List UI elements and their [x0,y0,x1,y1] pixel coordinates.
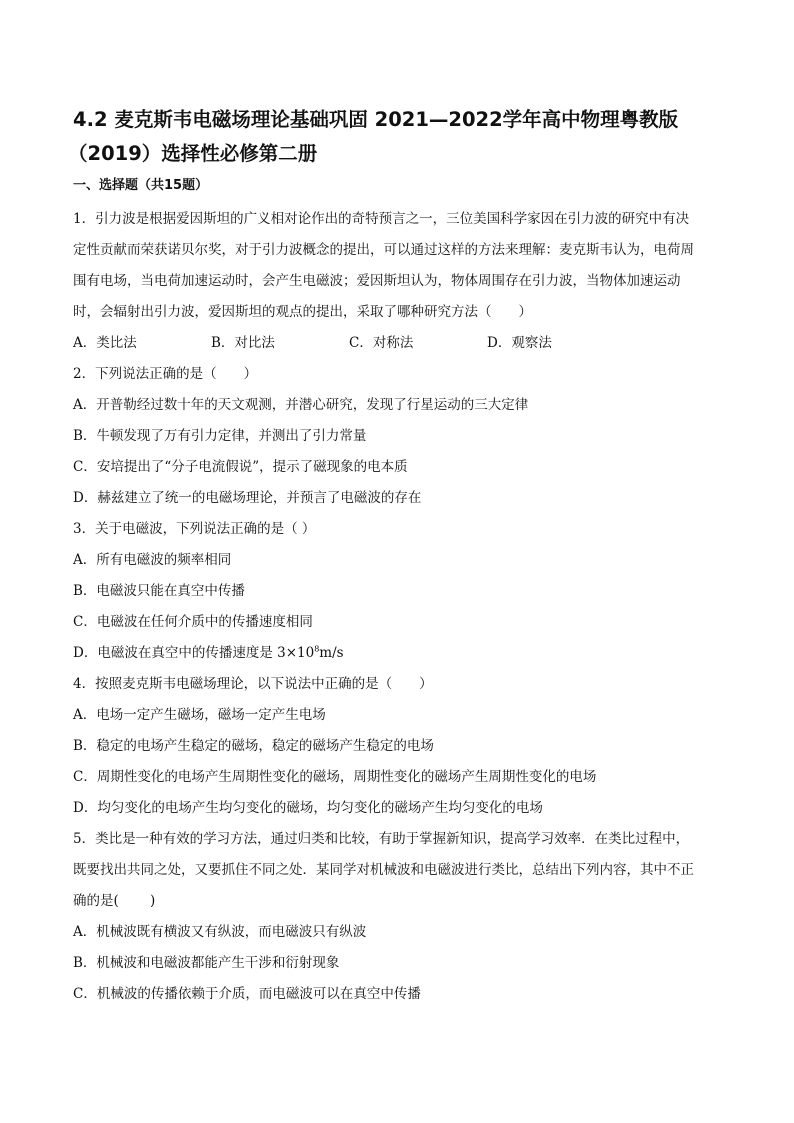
question-2-option-b: B．牛顿发现了万有引力定律，并测出了引力常量 [73,428,367,444]
question-2-option-a: A．开普勒经过数十年的天文观测，并潜心研究，发现了行星运动的三大定律 [73,397,529,413]
question-1-option-a: A．类比法 [73,335,137,351]
question-5-option-c: C．机械波的传播依赖于介质，而电磁波可以在真空中传播 [73,986,421,1002]
question-5-option-b: B．机械波和电磁波都能产生干涉和衍射现象 [73,955,340,971]
title-line-1: 4.2 麦克斯韦电磁场理论基础巩固 2021—2022学年高中物理粤教版 [73,108,679,131]
question-3 [73,514,723,669]
question-3-option-d-exponent: 8 [314,644,320,654]
question-4 [73,669,723,824]
question-5-stem-line-2: 既要找出共同之处，又要抓住不同之处．某同学对机械波和电磁波进行类比，总结出下列内容，其中不正 [73,862,694,878]
question-4-option-b: B．稳定的电场产生稳定的磁场，稳定的磁场产生稳定的电场 [73,738,434,754]
question-4-stem: 4．按照麦克斯韦电磁场理论，以下说法中正确的是（ ） [73,676,433,692]
question-1 [73,204,723,359]
document-body [68,103,723,1010]
question-1-stem-line-1: 1．引力波是根据爱因斯坦的广义相对论作出的奇特预言之一，三位美国科学家因在引力波的研究中有决 [73,211,690,227]
title-line-2: （2019）选择性必修第二册 [68,142,318,165]
question-3-option-d-text: D．电磁波在真空中的传播速度是 3×10 [73,645,315,661]
question-3-stem: 3．关于电磁波，下列说法正确的是（ ） [73,521,316,537]
question-3-option-d [73,638,723,669]
question-1-option-c: C．对称法 [349,335,414,351]
question-1-option-b: B．对比法 [211,335,275,351]
question-5-stem-line-1: 5．类比是一种有效的学习方法，通过归类和比较，有助于掌握新知识，提高学习效率．在类比过程中， [73,831,690,847]
question-2-stem: 2．下列说法正确的是（ ） [73,366,258,382]
question-2-option-c: C．安培提出了“分子电流假说”，提示了磁现象的电本质 [73,459,408,475]
question-3-option-b: B．电磁波只能在真空中传播 [73,583,245,599]
question-5-stem-line-3: 确的是( ) [73,893,156,909]
question-4-option-d: D．均匀变化的电场产生均匀变化的磁场，均匀变化的磁场产生均匀变化的电场 [73,800,543,816]
question-3-option-a: A．所有电磁波的频率相同 [73,552,232,568]
question-1-stem-line-3: 围有电场，当电荷加速运动时，会产生电磁波；爱因斯坦认为，物体周围存在引力波，当物体加速运动 [73,273,681,289]
question-2-option-d: D．赫兹建立了统一的电磁场理论，并预言了电磁波的存在 [73,490,422,506]
question-3-option-c: C．电磁波在任何介质中的传播速度相同 [73,614,313,630]
question-1-options [73,328,723,359]
section-heading: 一、选择题（共15题） [73,178,209,193]
question-3-option-d-unit: m/s [319,645,344,661]
question-1-stem-line-4: 时，会辐射出引力波，爱因斯坦的观点的提出，采取了哪种研究方法（ ） [73,304,532,320]
document-title [68,103,723,171]
question-4-option-c: C．周期性变化的电场产生周期性变化的磁场，周期性变化的磁场产生周期性变化的电场 [73,769,597,785]
question-5 [73,824,723,1010]
question-5-option-a: A．机械波既有横波又有纵波，而电磁波只有纵波 [73,924,367,940]
question-2 [73,359,723,514]
question-1-stem-line-2: 定性贡献而荣获诺贝尔奖，对于引力波概念的提出，可以通过这样的方法来理解：麦克斯韦认为，电荷周 [73,242,694,258]
question-4-option-a: A．电场一定产生磁场，磁场一定产生电场 [73,707,326,723]
question-1-option-d: D．观察法 [487,335,552,351]
